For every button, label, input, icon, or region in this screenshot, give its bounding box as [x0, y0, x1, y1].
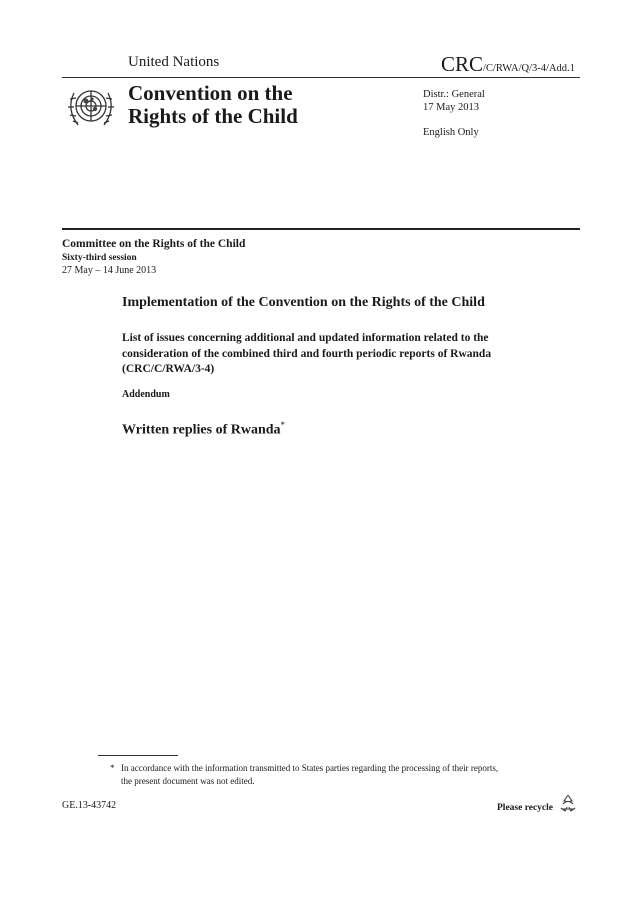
org-name: United Nations: [128, 54, 220, 70]
issue-date: 17 May 2013: [423, 102, 479, 113]
replies-title-text: Written replies of Rwanda: [122, 422, 281, 438]
ge-number: GE.13-43742: [62, 800, 117, 811]
convention-title: [128, 82, 298, 128]
session-dates: 27 May – 14 June 2013: [62, 265, 157, 276]
session-name: Sixty-third session: [62, 253, 137, 263]
main-heading: Implementation of the Convention on the Rights of the Child: [122, 295, 485, 310]
document-symbol: [441, 52, 575, 77]
distribution: Distr.: General: [423, 89, 485, 100]
header-rule: [62, 77, 580, 78]
footnote-reference[interactable]: *: [280, 420, 286, 430]
footnote-mark: *: [110, 763, 115, 773]
committee-name: Committee on the Rights of the Child: [62, 238, 246, 250]
header-divider: [62, 228, 580, 230]
footnote-rule: [98, 755, 178, 756]
symbol-main: CRC: [441, 52, 484, 76]
sub-heading: List of issues concerning additional and updated information related to the consideration of the combined third and fourth periodic reports of Rwanda (CRC/C/RWA/3-4): [122, 332, 492, 375]
recycle-label: Please recycle: [497, 803, 553, 813]
un-emblem-icon: [62, 83, 120, 135]
footnote: [110, 762, 510, 788]
recycle-icon: [557, 792, 579, 814]
title-line-2: Rights of the Child: [128, 104, 298, 128]
addendum-label: Addendum: [122, 389, 170, 400]
language-note: English Only: [423, 127, 479, 138]
symbol-rest: /C/RWA/Q/3-4/Add.1: [483, 63, 575, 74]
replies-title: [122, 420, 285, 439]
footnote-text: In accordance with the information transmitted to States parties regarding the processing of their reports, the present document was not edited.: [121, 763, 499, 786]
document-meta: [423, 88, 485, 139]
title-line-1: Convention on the: [128, 81, 293, 105]
